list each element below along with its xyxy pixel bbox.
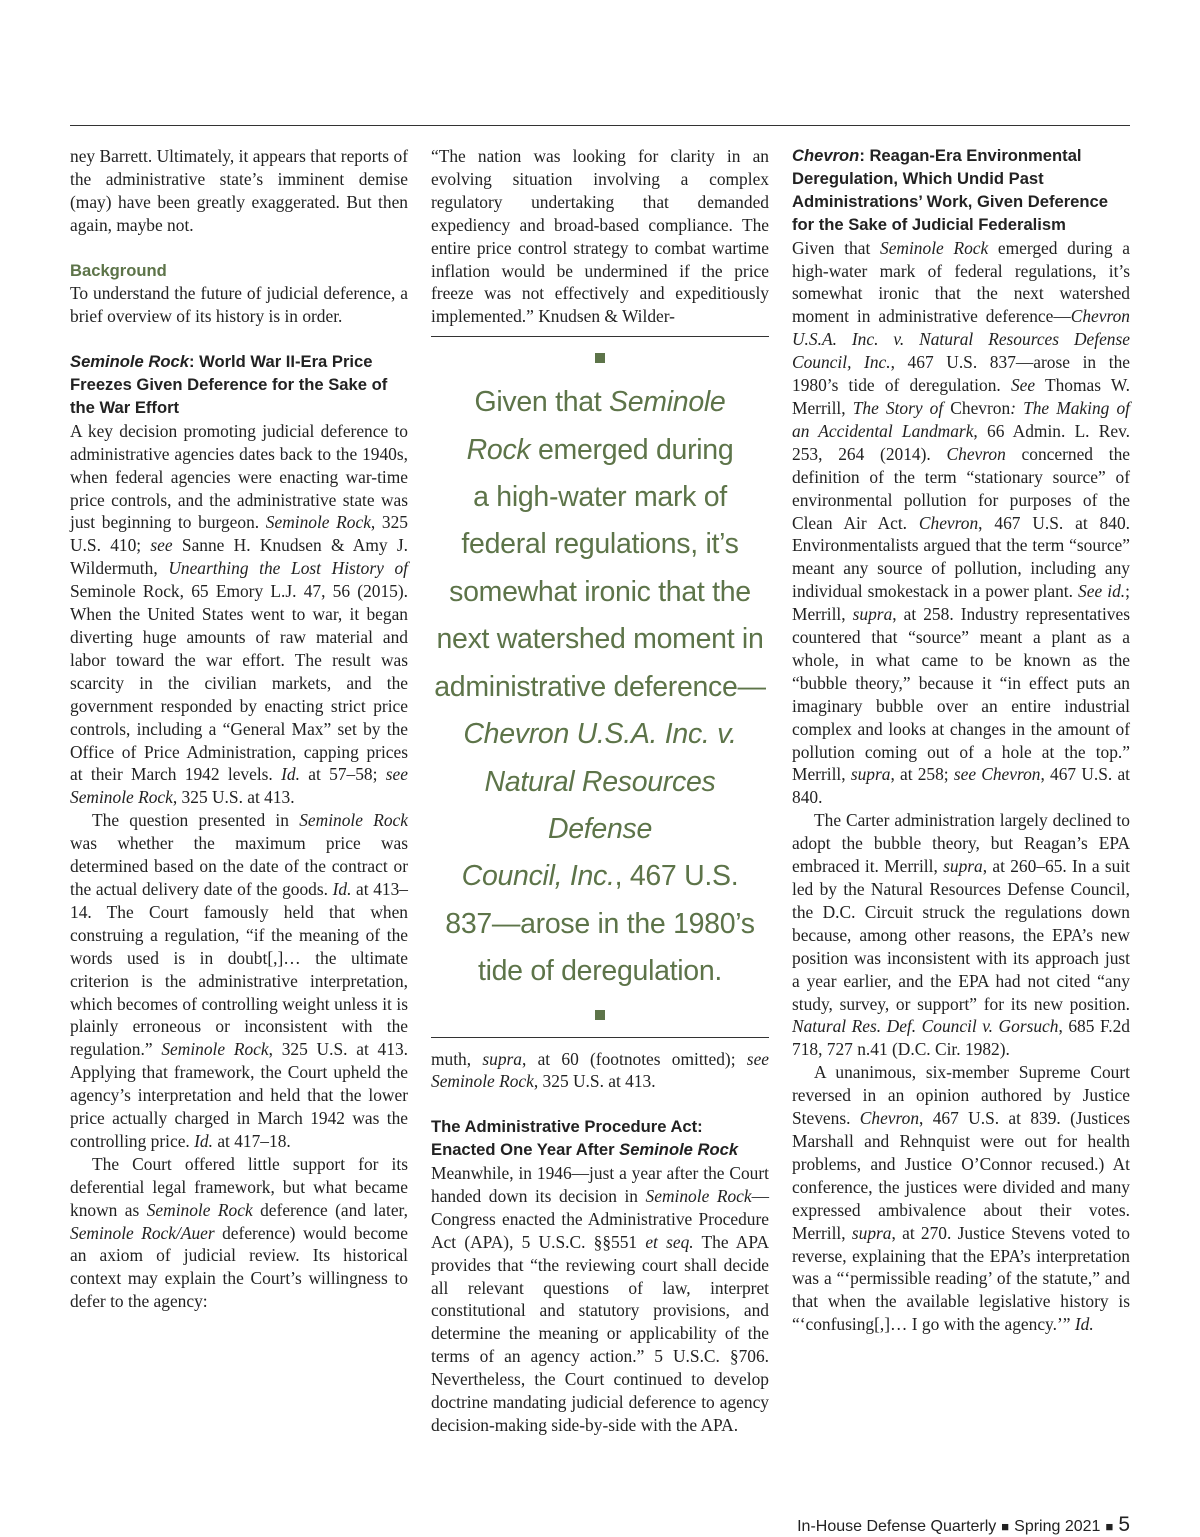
square-bullet-icon: [595, 1010, 605, 1020]
body-paragraph: Given that Seminole Rock emerged during a high-water mark of federal regulations, it’s somewhat ironic that the next watershed moment in administrative deference—Chevron U.S.A. Inc. v. Natural Resources Defense Council, Inc., 467 U.S. 837—arose in the 1980’s tide of deregulation. See Thomas W. Merrill, The Story of Chevron: The Making of an Accidental Landmark, 66 Admin. L. Rev. 253, 264 (2014). Chevron concerned the definition of the term “stationary source” of environmental pollution for purposes of the Clean Air Act. Chevron, 467 U.S. at 840. Environmentalists argued that the term “source” meant any source of pollution, including any individual smokestack in a power plant. See id.; Merrill, supra, at 258. Industry representatives countered that “source” meant a plant as a whole, in what came to be known as the “bubble theory,” because it “in effect puts an imaginary bubble over an entire industrial complex and looks at changes in the amount of pollution coming out of a hole at the top.” Merrill, supra, at 258; see Chevron, 467 U.S. at 840.: [792, 237, 1131, 808]
section-heading: Seminole Rock: World War II-Era Price Freezes Given Deference for the Sake of the War Effort: [70, 352, 388, 417]
column-2: [431, 145, 769, 1437]
square-bullet-icon: [595, 353, 605, 363]
section-heading: The Administrative Procedure Act: Enacted One Year After Seminole Rock: [431, 1117, 739, 1160]
page-number: 5: [1118, 1513, 1130, 1536]
publication-name: In-House Defense Quarterly: [797, 1518, 997, 1535]
top-rule: [70, 125, 1130, 126]
paragraph-spacer: [431, 1093, 769, 1116]
page-footer: [797, 1513, 1130, 1537]
body-paragraph: The Carter administration largely declined to adopt the bubble theory, but Reagan’s EPA embraced it. Merrill, supra, at 260–65. In a suit led by the Natural Resources Defense Council, the D.C. Circuit struck the regulations down because, among other reasons, the EPA’s new position was inconsistent with its approach just a year earlier, and the EPA had not cited “any study, survey, or support” for its new position. Natural Res. Def. Council v. Gorsuch, 685 F.2d 718, 727 n.41 (D.C. Cir. 1982).: [792, 810, 1130, 1060]
issue-date: Spring 2021: [1014, 1518, 1101, 1535]
pull-quote-text: Given that Seminole Rock emerged during a high-water mark of federal regulations, it’s somewhat ironic that the next watershed moment in administrative deference— Chevron U.S.A. Inc. v. Natural Resources Defense Council, Inc., 467 U.S. 837—arose in the 1980’s tide of deregulation.: [434, 386, 766, 988]
body-paragraph: A key decision promoting judicial deference to administrative agencies dates back to the 1940s, when federal agencies were enacting war-time price controls, and the administrative state was just beginning to burgeon. Seminole Rock, 325 U.S. 410; see Sanne H. Knudsen & Amy J. Wildermuth, Unearthing the Lost History of Seminole Rock, 65 Emory L.J. 47, 56 (2015). When the United States went to war, it began diverting huge amounts of raw material and labor toward the war effort. The result was scarcity in the civilian markets, and the government responded by enacting strict price controls, including a “General Max” set by the Office of Price Administration, capping prices at their March 1942 levels. Id. at 57–58; see Seminole Rock, 325 U.S. at 413.: [70, 420, 408, 808]
body-paragraph: “The nation was looking for clarity in an evolving situation involving a complex regulatory undertaking that demanded expediency and broad-based compliance. The entire price control strategy to combat wartime inflation would be undermined if the price freeze was not effectively and expeditiously implemented.” Knudsen & Wilder-: [431, 146, 769, 327]
body-paragraph: Meanwhile, in 1946—just a year after the Court handed down its decision in Seminole Rock—Congress enacted the Administrative Procedure Act (APA), 5 U.S.C. §§551 et seq. The APA provides that “the reviewing court shall decide all relevant questions of law, interpret constitutional and statutory provisions, and determine the meaning or applicability of the terms of an agency action.” 5 U.S.C. §706. Nevertheless, the Court continued to develop doctrine mandating judicial deference to agency decision-making side-by-side with the APA.: [431, 1163, 769, 1436]
section-heading: Background: [70, 260, 167, 280]
body-paragraph: ney Barrett. Ultimately, it appears that reports of the administrative state’s imminent demise (may) have been greatly exaggerated. But then again, maybe not.: [70, 146, 408, 235]
body-paragraph: The Court offered little support for its deferential legal framework, but what became known as Seminole Rock deference (and later, Seminole Rock/Auer deference) would become an axiom of judicial review. Its historical context may explain the Court’s willingness to defer to the agency:: [70, 1153, 408, 1312]
column-3: [792, 145, 1130, 1336]
body-paragraph: muth, supra, at 60 (footnotes omitted); see Seminole Rock, 325 U.S. at 413.: [431, 1048, 770, 1092]
column-1: [70, 145, 408, 1313]
pull-quote: [431, 336, 769, 1037]
paragraph-spacer: [70, 237, 408, 260]
body-paragraph: The question presented in Seminole Rock was whether the maximum price was determined based on the date of the contract or the actual delivery date of the goods. Id. at 413–14. The Court famously held that when construing a regulation, “if the meaning of the words used is in doubt[,]… the ultimate criterion is the administrative interpretation, which becomes of controlling weight unless it is plainly erroneous or inconsistent with the regulation.” Seminole Rock, 325 U.S. at 413. Applying that framework, the Court upheld the agency’s interpretation and held that the lower price actually charged in March 1942 was the controlling price. Id. at 417–18.: [70, 810, 408, 1151]
bullet-separator: ■: [1105, 1519, 1114, 1534]
body-paragraph: To understand the future of judicial deference, a brief overview of its history is in order.: [70, 283, 408, 327]
bullet-separator: ■: [1001, 1519, 1010, 1534]
body-paragraph: A unanimous, six-member Supreme Court reversed in an opinion authored by Justice Stevens. Chevron, 467 U.S. at 839. (Justices Marshall and Rehnquist were out for health problems, and Justice O’Connor recused.) At conference, the justices were divided and many expressed ambivalence about their votes. Merrill, supra, at 270. Justice Stevens voted to reverse, explaining that the EPA’s interpretation was a “‘permissible reading’ of the statute,” and that when the available legislative history is “‘confusing[,]… I go with the agency.’” Id.: [792, 1062, 1130, 1335]
section-heading: Chevron: Reagan-Era Environmental Deregulation, Which Undid Past Administrations’ Work, Given Deference for the Sake of Judicial Federalism: [792, 146, 1108, 234]
paragraph-spacer: [70, 328, 408, 351]
